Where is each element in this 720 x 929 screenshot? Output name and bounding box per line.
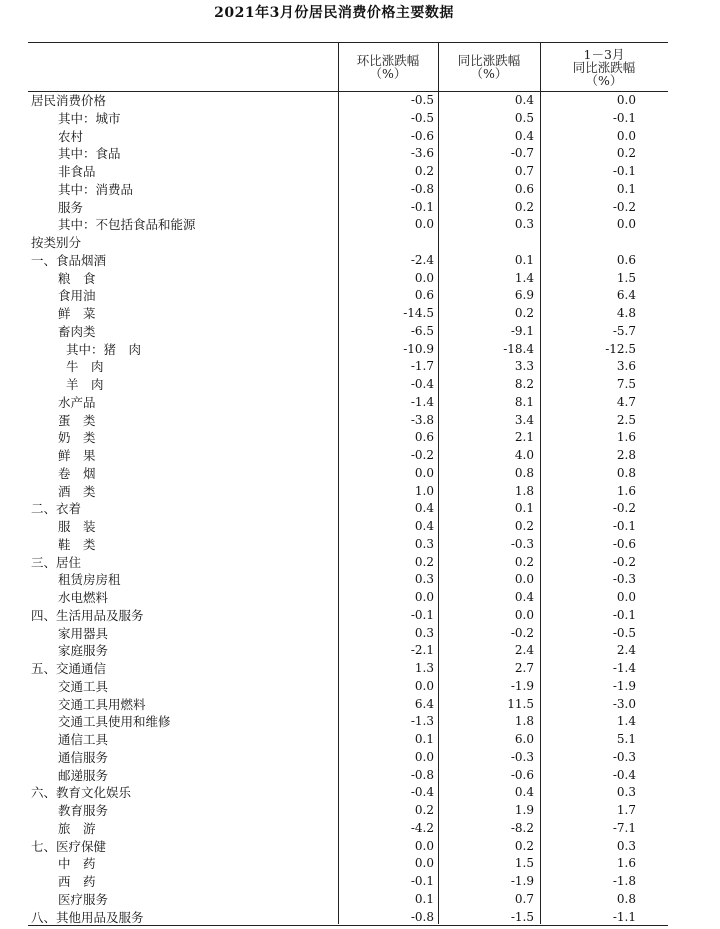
cpi-table: [28, 42, 668, 926]
row-label: 鞋 类: [58, 536, 96, 552]
row-label: 西 药: [58, 874, 96, 889]
ytd-value: 2.4: [616, 643, 636, 658]
mom-value: 6.4: [414, 696, 434, 711]
mom-value: -4.2: [410, 820, 434, 835]
header-ytd-line2: 同比涨跌幅: [572, 59, 636, 75]
ytd-value: 0.0: [616, 590, 636, 604]
yoy-value: 0.4: [514, 93, 534, 107]
table-row: [28, 465, 668, 483]
row-label: 农村: [58, 128, 84, 144]
ytd-value: 0.3: [616, 838, 636, 853]
ytd-value: -0.6: [612, 536, 636, 551]
row-label: 按类别分: [31, 235, 82, 250]
mom-value: -1.7: [410, 359, 434, 374]
ytd-value: -1.1: [612, 909, 636, 924]
table-row: [28, 749, 668, 767]
ytd-value: 1.6: [616, 483, 636, 498]
row-label: 服务: [58, 199, 84, 215]
table-row: [28, 909, 668, 927]
mom-value: -0.4: [410, 785, 434, 800]
table-row: [28, 181, 668, 199]
mom-value: -2.1: [410, 643, 434, 658]
yoy-value: 6.0: [514, 732, 534, 746]
row-label: 鲜 果: [58, 448, 96, 463]
header-yoy: [438, 43, 540, 91]
mom-value: 0.1: [414, 732, 434, 746]
yoy-value: -0.6: [510, 767, 534, 782]
mom-value: 0.2: [414, 803, 434, 817]
mom-value: 0.2: [414, 554, 434, 569]
ytd-value: 2.8: [616, 448, 636, 462]
mom-value: -0.5: [410, 93, 434, 107]
ytd-value: -1.9: [612, 678, 636, 693]
yoy-value: 0.4: [514, 785, 534, 800]
ytd-value: -3.0: [612, 696, 636, 711]
table-row: [28, 447, 668, 465]
table-row: [28, 252, 668, 270]
mom-value: 0.6: [414, 288, 434, 303]
row-label: 其中：不包括食品和能源: [58, 217, 196, 233]
row-label: 旅 游: [58, 820, 96, 836]
mom-value: -2.4: [410, 252, 434, 267]
row-label: 二、衣着: [31, 501, 82, 517]
table-row: [28, 287, 668, 305]
mom-value: -0.1: [410, 607, 434, 622]
mom-value: -0.2: [410, 448, 434, 462]
yoy-value: -1.9: [510, 678, 534, 693]
ytd-value: 2.5: [616, 412, 636, 427]
yoy-value: 0.4: [514, 590, 534, 604]
mom-value: -0.1: [410, 199, 434, 214]
row-label: 六、教育文化娱乐: [31, 785, 132, 801]
table-row: [28, 607, 668, 625]
table-row: [28, 678, 668, 696]
ytd-value: -0.1: [612, 164, 636, 178]
row-label: 牛 肉: [66, 359, 104, 375]
mom-value: 0.3: [414, 536, 434, 551]
mom-value: 1.3: [414, 661, 434, 675]
row-label: 一、食品烟酒: [31, 252, 107, 268]
row-label: 酒 类: [58, 483, 96, 499]
mom-value: 1.0: [414, 483, 434, 498]
row-label: 水电燃料: [58, 590, 109, 605]
header-ytd: [540, 43, 668, 91]
table-row: [28, 128, 668, 146]
yoy-value: 0.7: [514, 891, 534, 906]
row-label: 七、医疗保健: [31, 838, 107, 854]
row-label: 租赁房房租: [58, 572, 121, 588]
ytd-value: -7.1: [612, 820, 636, 835]
table-row: [28, 855, 668, 873]
mom-value: 0.2: [414, 164, 434, 178]
yoy-value: 3.3: [514, 359, 534, 374]
row-label: 家庭服务: [58, 643, 109, 659]
yoy-value: -9.1: [510, 323, 534, 338]
ytd-value: 0.1: [616, 181, 636, 196]
mom-value: 0.0: [414, 590, 434, 604]
table-row: [28, 163, 668, 181]
table-row: [28, 820, 668, 838]
row-label: 其中：猪 肉: [66, 341, 142, 357]
mom-value: 0.3: [414, 572, 434, 587]
yoy-value: -1.9: [510, 874, 534, 888]
ytd-value: 0.0: [616, 217, 636, 232]
column-divider: [438, 42, 439, 924]
yoy-value: 1.9: [514, 803, 534, 817]
mom-value: 0.0: [414, 749, 434, 764]
yoy-value: 0.8: [514, 465, 534, 480]
ytd-value: 1.6: [616, 856, 636, 871]
ytd-value: 0.0: [616, 93, 636, 107]
header-mom-line1: 环比涨跌幅: [356, 53, 420, 68]
yoy-value: 0.0: [514, 572, 534, 587]
yoy-value: 0.2: [514, 838, 534, 853]
mom-value: -6.5: [410, 323, 434, 338]
header-mom: [338, 43, 438, 91]
table-header: [28, 42, 668, 92]
table-row: [28, 92, 668, 110]
yoy-value: 0.5: [514, 110, 534, 125]
table-row: [28, 696, 668, 714]
table-row: [28, 270, 668, 288]
mom-value: -0.5: [410, 110, 434, 125]
yoy-value: 2.7: [514, 661, 534, 675]
ytd-value: -0.1: [612, 519, 636, 533]
table-row: [28, 500, 668, 518]
row-label: 八、其他用品及服务: [31, 909, 144, 925]
ytd-value: 1.4: [616, 714, 636, 729]
ytd-value: -0.4: [612, 767, 636, 782]
ytd-value: 0.0: [616, 128, 636, 143]
yoy-value: 0.1: [514, 252, 534, 267]
ytd-value: 0.8: [616, 891, 636, 906]
row-label: 四、生活用品及服务: [31, 607, 144, 623]
row-label: 邮递服务: [58, 767, 109, 783]
yoy-value: 0.3: [514, 217, 534, 232]
ytd-value: -0.2: [612, 501, 636, 516]
table-row: [28, 145, 668, 163]
row-label: 奶 类: [58, 430, 96, 446]
ytd-value: -0.3: [612, 749, 636, 764]
table-row: [28, 589, 668, 607]
yoy-value: 8.2: [514, 377, 534, 391]
table-row: [28, 784, 668, 802]
table-row: [28, 873, 668, 891]
yoy-value: 0.2: [514, 306, 534, 320]
ytd-value: -0.2: [612, 554, 636, 569]
table-row: [28, 216, 668, 234]
ytd-value: -1.4: [612, 661, 636, 675]
table-row: [28, 891, 668, 909]
ytd-value: -0.1: [612, 110, 636, 125]
yoy-value: 1.5: [514, 856, 534, 871]
ytd-value: 4.7: [616, 394, 636, 409]
row-label: 教育服务: [58, 803, 109, 818]
yoy-value: 3.4: [514, 412, 534, 427]
mom-value: -3.6: [410, 146, 434, 161]
row-label: 中 药: [58, 856, 96, 872]
row-label: 居民消费价格: [31, 93, 107, 108]
row-label: 卷 烟: [58, 465, 96, 481]
row-label: 交通工具用燃料: [58, 696, 146, 712]
table-row: [28, 341, 668, 359]
yoy-value: 2.4: [514, 643, 534, 658]
table-row: [28, 358, 668, 376]
row-label: 水产品: [58, 394, 96, 410]
table-row: [28, 199, 668, 217]
table-row: [28, 536, 668, 554]
mom-value: -0.6: [410, 128, 434, 143]
row-label: 其中：消费品: [58, 181, 134, 197]
ytd-value: 0.8: [616, 465, 636, 480]
table-row: [28, 767, 668, 785]
yoy-value: 0.2: [514, 554, 534, 569]
row-label: 其中：城市: [58, 110, 121, 126]
row-label: 通信服务: [58, 749, 109, 765]
mom-value: -0.8: [410, 909, 434, 924]
table-row: [28, 625, 668, 643]
row-label: 交通工具: [58, 678, 109, 694]
ytd-value: 0.3: [616, 785, 636, 800]
ytd-value: 0.2: [616, 146, 636, 161]
ytd-value: -1.8: [612, 874, 636, 888]
mom-value: 0.0: [414, 270, 434, 285]
mom-value: 0.6: [414, 430, 434, 445]
ytd-value: -0.3: [612, 572, 636, 587]
header-mom-line2: （%）: [369, 66, 407, 81]
mom-value: 0.0: [414, 856, 434, 871]
row-label: 五、交通通信: [31, 661, 107, 676]
ytd-value: 6.4: [616, 288, 636, 303]
mom-value: -14.5: [403, 306, 434, 320]
mom-value: -0.8: [410, 767, 434, 782]
yoy-value: 6.9: [514, 288, 534, 303]
yoy-value: -0.3: [510, 749, 534, 764]
ytd-value: -0.5: [612, 625, 636, 640]
row-label: 畜肉类: [58, 323, 96, 339]
header-ytd-line1: 1－3月: [583, 46, 625, 62]
ytd-value: -5.7: [612, 323, 636, 338]
header-yoy-line2: （%）: [470, 66, 508, 81]
row-label: 家用器具: [58, 625, 109, 641]
page-title: 2021年3月份居民消费价格主要数据: [214, 5, 454, 21]
table-row: [28, 731, 668, 749]
ytd-value: 1.7: [616, 803, 636, 817]
table-row: [28, 518, 668, 536]
ytd-value: 0.6: [616, 252, 636, 267]
yoy-value: 0.1: [514, 501, 534, 516]
yoy-value: -0.7: [510, 146, 534, 161]
mom-value: 0.0: [414, 838, 434, 853]
mom-value: -0.1: [410, 874, 434, 888]
table-row: [28, 642, 668, 660]
yoy-value: -1.5: [510, 909, 534, 924]
table-row: [28, 483, 668, 501]
table-body: [28, 92, 668, 926]
header-ytd-line3: （%）: [585, 72, 623, 88]
table-row: [28, 376, 668, 394]
mom-value: -10.9: [403, 341, 434, 356]
table-row: [28, 429, 668, 447]
ytd-value: 5.1: [616, 732, 636, 746]
mom-value: -1.4: [410, 394, 434, 409]
table-row: [28, 571, 668, 589]
row-label: 蛋 类: [58, 412, 96, 428]
mom-value: -3.8: [410, 412, 434, 427]
ytd-value: 3.6: [616, 359, 636, 374]
ytd-value: 7.5: [616, 377, 636, 391]
mom-value: 0.4: [414, 519, 434, 533]
row-label: 通信工具: [58, 732, 109, 747]
column-divider: [540, 42, 541, 924]
mom-value: 0.1: [414, 891, 434, 906]
header-yoy-line1: 同比涨跌幅: [457, 53, 521, 68]
table-row: [28, 234, 668, 252]
row-label: 服 装: [58, 519, 96, 534]
table-row: [28, 110, 668, 128]
ytd-value: -0.1: [612, 607, 636, 622]
yoy-value: 0.4: [514, 128, 534, 143]
mom-value: -0.8: [410, 181, 434, 196]
yoy-value: 0.2: [514, 519, 534, 533]
yoy-value: -0.2: [510, 625, 534, 640]
row-label: 交通工具使用和维修: [58, 714, 171, 730]
yoy-value: 11.5: [507, 696, 534, 711]
ytd-value: -12.5: [605, 341, 636, 356]
yoy-value: 0.0: [514, 607, 534, 622]
column-divider: [338, 42, 339, 924]
row-label: 其中：食品: [58, 146, 121, 162]
row-label: 三、居住: [31, 554, 82, 570]
ytd-value: 1.5: [616, 270, 636, 285]
table-row: [28, 802, 668, 820]
yoy-value: 0.6: [514, 181, 534, 196]
table-row: [28, 412, 668, 430]
yoy-value: 0.7: [514, 164, 534, 178]
yoy-value: 1.8: [514, 483, 534, 498]
ytd-value: 4.8: [616, 306, 636, 320]
mom-value: -0.4: [410, 377, 434, 391]
mom-value: 0.0: [414, 678, 434, 693]
ytd-value: -0.2: [612, 199, 636, 214]
yoy-value: -8.2: [510, 820, 534, 835]
yoy-value: 2.1: [514, 430, 534, 445]
yoy-value: 0.2: [514, 199, 534, 214]
yoy-value: 4.0: [514, 448, 534, 462]
ytd-value: 1.6: [616, 430, 636, 445]
table-row: [28, 838, 668, 856]
row-label: 粮 食: [58, 270, 96, 286]
yoy-value: -18.4: [503, 341, 534, 356]
row-label: 非食品: [58, 164, 96, 179]
mom-value: 0.0: [414, 465, 434, 480]
table-row: [28, 323, 668, 341]
table-bottom-rule: [28, 925, 668, 926]
yoy-value: 1.4: [514, 270, 534, 285]
row-label: 鲜 菜: [58, 306, 96, 321]
mom-value: 0.0: [414, 217, 434, 232]
mom-value: 0.3: [414, 625, 434, 640]
table-row: [28, 305, 668, 323]
row-label: 羊 肉: [66, 377, 104, 392]
yoy-value: 1.8: [514, 714, 534, 729]
row-label: 医疗服务: [58, 891, 109, 907]
table-row: [28, 554, 668, 572]
yoy-value: -0.3: [510, 536, 534, 551]
table-row: [28, 713, 668, 731]
table-row: [28, 394, 668, 412]
mom-value: 0.4: [414, 501, 434, 516]
yoy-value: 8.1: [514, 394, 534, 409]
row-label: 食用油: [58, 288, 96, 304]
table-row: [28, 660, 668, 678]
mom-value: -1.3: [410, 714, 434, 729]
